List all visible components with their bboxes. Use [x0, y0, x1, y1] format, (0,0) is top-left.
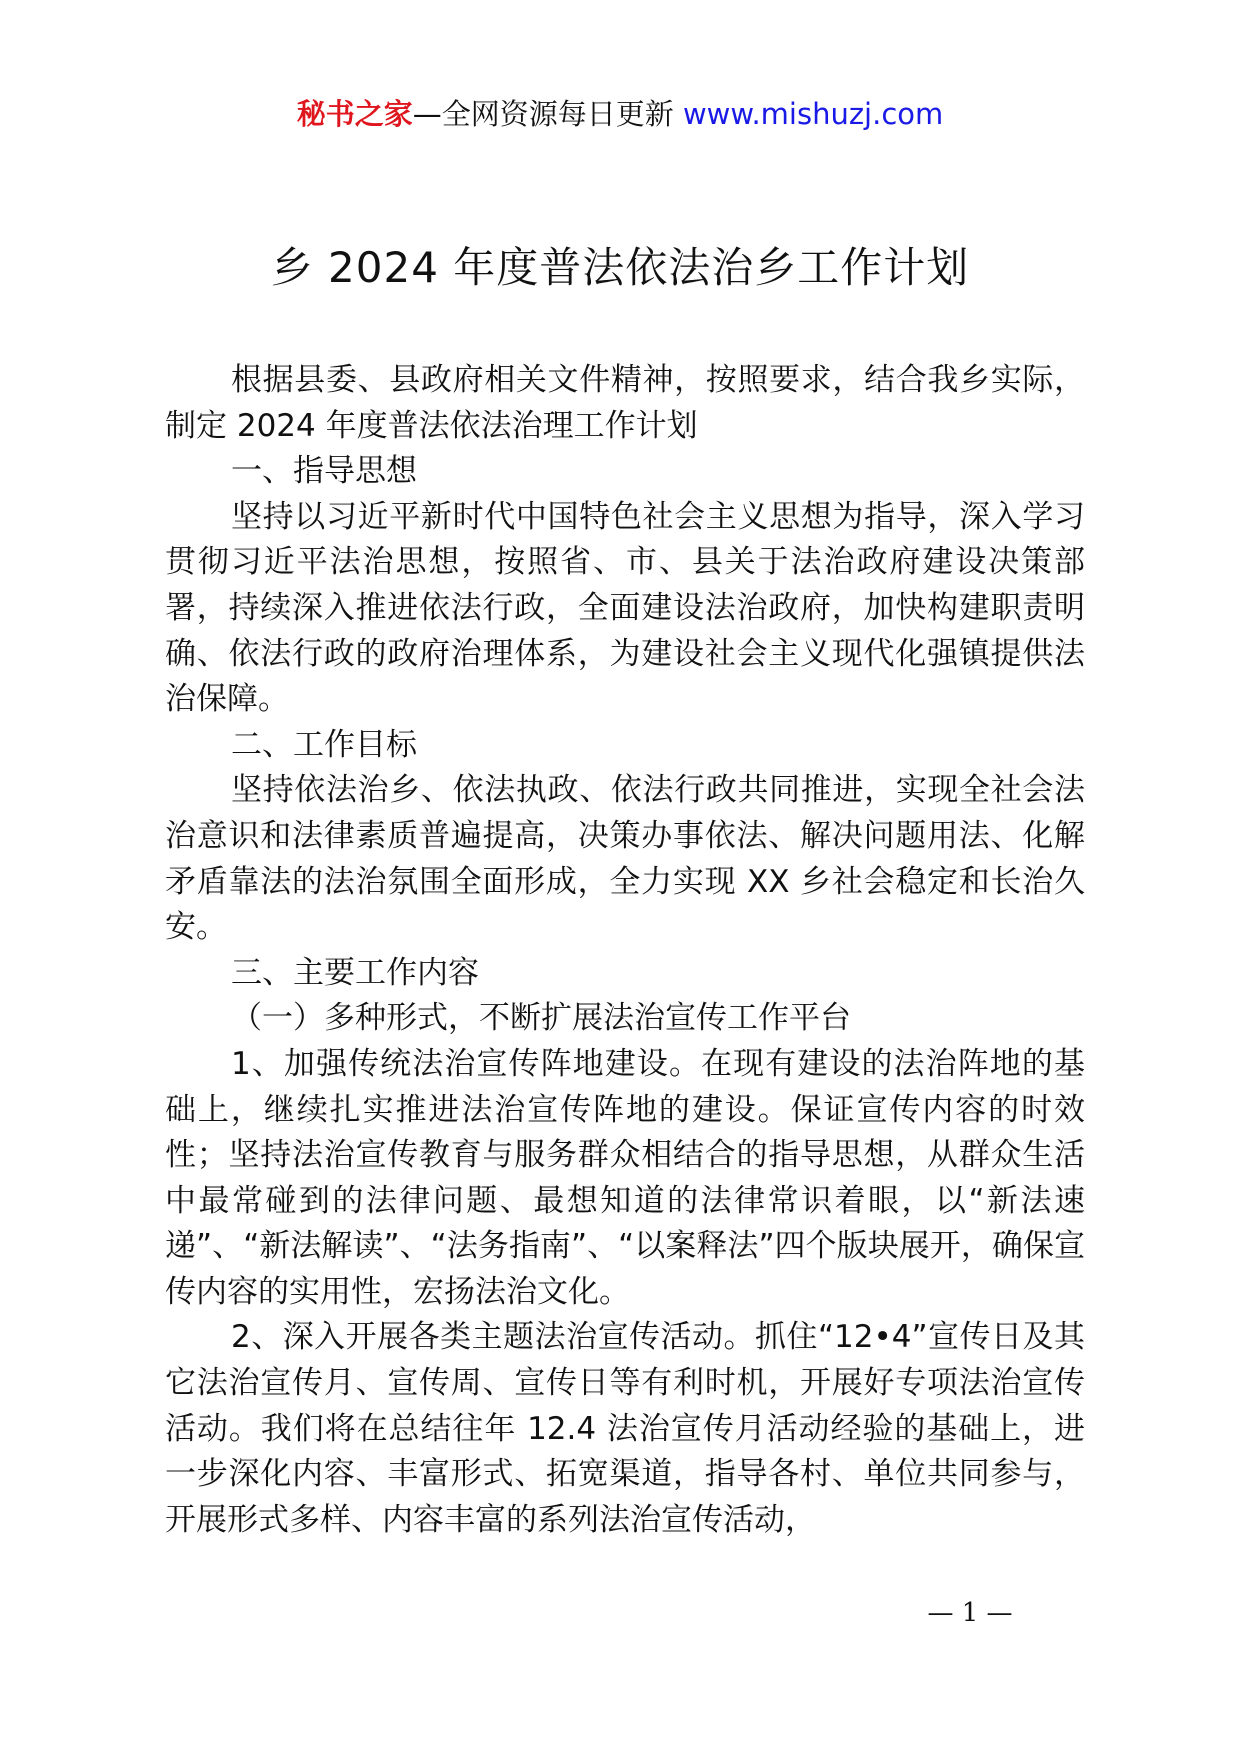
section-heading-guiding-ideology: 一、指导思想	[231, 453, 417, 490]
site-header	[0, 96, 1240, 132]
guiding-ideology-paragraph: 坚持以习近平新时代中国特色社会主义思想为指导，深入学习贯彻习近平法治思想，按照省、市、县关于法治政府建设决策部署，持续深入推进依法行政，全面建设法治政府，加快构建职责明确、依法行政的政府治理体系，为建设社会主义现代化强镇提供法治保障。	[165, 498, 1085, 718]
document-body	[165, 358, 1085, 1543]
header-tagline: —全网资源每日更新	[412, 97, 674, 131]
subsection-heading-1: （一）多种形式，不断扩展法治宣传工作平台	[231, 1000, 851, 1037]
item-2-paragraph: 2、深入开展各类主题法治宣传活动。抓住“12•4”宣传日及其它法治宣传月、宣传周、宣传日等有利时机，开展好专项法治宣传活动。我们将在总结往年 12.4 法治宣传月活动经验的基础上，进一步深化内容、丰富形式、拓宽渠道，指导各村、单位共同参与，开展形式多样、内容丰富的系列法治宣传活动，	[165, 1319, 1085, 1538]
page-number: — 1 —	[927, 1598, 1013, 1628]
work-goals-paragraph: 坚持依法治乡、依法执政、依法行政共同推进，实现全社会法治意识和法律素质普遍提高，决策办事依法、解决问题用法、化解矛盾靠法的法治氛围全面形成，全力实现 XX 乡社会稳定和长治久安。	[165, 772, 1085, 946]
brand-name: 秘书之家	[296, 97, 413, 131]
document-title: 乡 2024 年度普法依法治乡工作计划	[270, 243, 970, 292]
section-heading-work-goals: 二、工作目标	[231, 726, 417, 763]
intro-paragraph: 根据县委、县政府相关文件精神，按照要求，结合我乡实际，制定 2024 年度普法依法治理工作计划	[165, 362, 1085, 444]
website-url: www.mishuzj.com	[682, 97, 944, 131]
section-heading-main-work: 三、主要工作内容	[231, 954, 479, 991]
item-1-paragraph: 1、加强传统法治宣传阵地建设。在现有建设的法治阵地的基础上，继续扎实推进法治宣传阵地的建设。保证宣传内容的时效性；坚持法治宣传教育与服务群众相结合的指导思想，从群众生活中最常碰到的法律问题、最想知道的法律常识着眼，以“新法速递”、“新法解读”、“法务指南”、“以案释法”四个版块展开，确保宣传内容的实用性，宏扬法治文化。	[165, 1045, 1085, 1310]
